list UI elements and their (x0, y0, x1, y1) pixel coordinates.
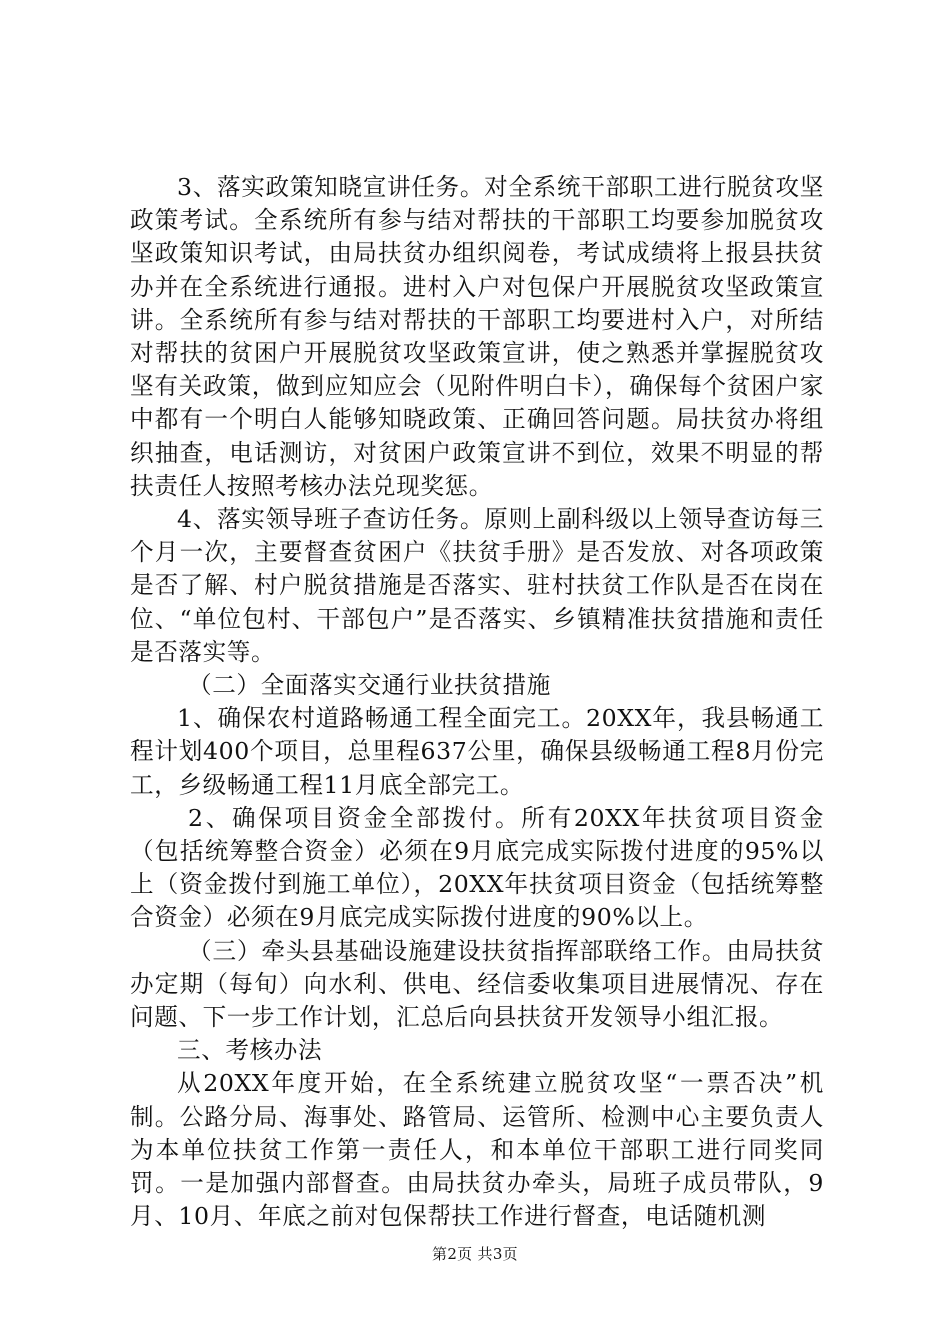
section-heading-assessment: 三、考核办法 (177, 1036, 323, 1065)
page-number: 第2页 共3页 (432, 1245, 518, 1263)
paragraph-leadership-inspection: 4、落实领导班子查访任务。原则上副科级以上领导查访每三个月一次，主要督查贫困户《扶贫手册》是否发放、对各项政策是否了解、村户脱贫措施是否落实、驻村扶贫工作队是否在岗在位、“单位包村、干部包户”是否落实、乡镇精准扶贫措施和责任是否落实等。 (130, 505, 824, 666)
paragraph-road-project: 1、确保农村道路畅通工程全面完工。20XX年，我县畅通工程计划400个项目，总里程637公里，确保县级畅通工程8月份完工，乡级畅通工程11月底全部完工。 (130, 704, 824, 799)
paragraph-infrastructure-liaison: （三）牵头县基础设施建设扶贫指挥部联络工作。由局扶贫办定期（每旬）向水利、供电、经信委收集项目进展情况、存在问题、下一步工作计划，汇总后向县扶贫开发领导小组汇报。 (130, 936, 824, 1032)
section-heading-transport-measures: （二）全面落实交通行业扶贫措施 (188, 671, 551, 700)
paragraph-fund-allocation: 2、确保项目资金全部拨付。所有20XX年扶贫项目资金（包括统筹整合资金）必须在9月底完成实际拨付进度的95%以上（资金拨付到施工单位），20XX年扶贫项目资金（包括统筹整合资金）必须在9月底完成实际拨付进度的90%以上。 (130, 803, 824, 932)
paragraph-assessment-mechanism: 从20XX年度开始，在全系统建立脱贫攻坚“一票否决”机制。公路分局、海事处、路管局、运管所、检测中心主要负责人为本单位扶贫工作第一责任人，和本单位干部职工进行同奖同罚。一是加强内部督查。由局扶贫办牵头，局班子成员带队，9月、10月、年底之前对包保帮扶工作进行督查，电话随机测 (130, 1069, 824, 1231)
paragraph-policy-awareness: 3、落实政策知晓宣讲任务。对全系统干部职工进行脱贫攻坚政策考试。全系统所有参与结对帮扶的干部职工均要参加脱贫攻坚政策知识考试，由局扶贫办组织阅卷，考试成绩将上报县扶贫办并在全系统进行通报。进村入户对包保户开展脱贫攻坚政策宣讲。全系统所有参与结对帮扶的干部职工均要进村入户，对所结对帮扶的贫困户开展脱贫攻坚政策宣讲，使之熟悉并掌握脱贫攻坚有关政策，做到应知应会（见附件明白卡），确保每个贫困户家中都有一个明白人能够知晓政策、正确回答问题。局扶贫办将组织抽查，电话测访，对贫困户政策宣讲不到位，效果不明显的帮扶责任人按照考核办法兑现奖惩。 (130, 173, 824, 500)
page-footer (0, 1244, 950, 1264)
document-body (130, 171, 824, 1234)
